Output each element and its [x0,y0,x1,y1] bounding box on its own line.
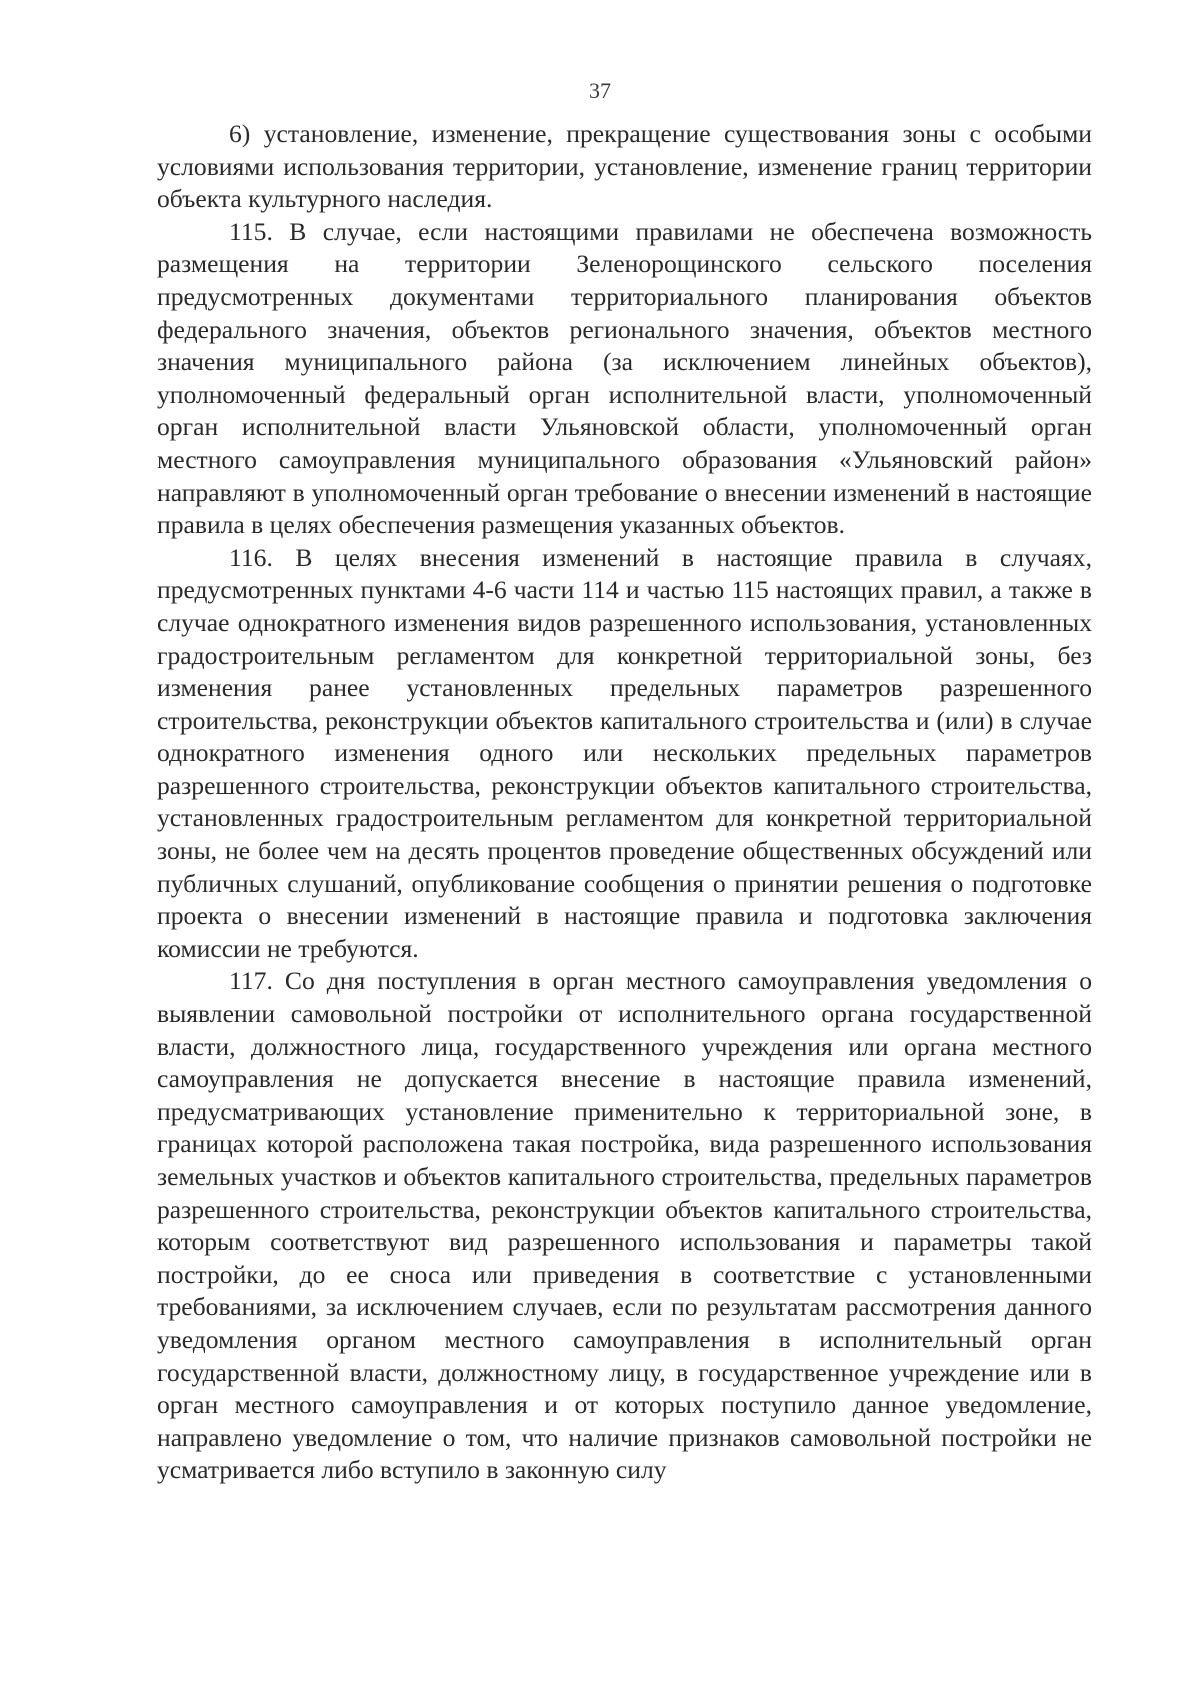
page-number: 37 [589,78,611,103]
paragraph-item-6: 6) установление, изменение, прекращение существования зоны с особыми условиями использования территории, установление, изменение границ территории объекта культурного наследия. [157,119,1092,214]
document-body [157,118,1092,1487]
paragraph-117: 117. Со дня поступления в орган местного самоуправления уведомления о выявлении самовольной постройки от исполнительного органа государственной власти, должностного лица, государственного учреждения или органа местного самоуправления не допускается внесение в настоящие правила изменений, предусматривающих установление применительно к территориальной зоне, в границах которой расположена такая постройка, вида разрешенного использования земельных участков и объектов капитального строительства, предельных параметров разрешенного строительства, реконструкции объектов капитального строительства, которым соответствуют вид разрешенного использования и параметры такой постройки, до ее сноса или приведения в соответствие с установленными требованиями, за исключением случаев, если по результатам рассмотрения данного уведомления органом местного самоуправления в исполнительный орган государственной власти, должностному лицу, в государственное учреждение или в орган местного самоуправления и от которых поступило данное уведомление, направлено уведомление о том, что наличие признаков самовольной постройки не усматривается либо вступило в законную силу [157,966,1092,1485]
paragraph-115: 115. В случае, если настоящими правилами не обеспечена возможность размещения на территории Зеленорощинского сельского поселения предусмотренных документами территориального планирования объектов федерального значения, объектов регионального значения, объектов местного значения муниципального района (за исключением линейных объектов), уполномоченный федеральный орган исполнительной власти, уполномоченный орган исполнительной власти Ульяновской области, уполномоченный орган местного самоуправления муниципального образования «Ульяновский район» направляют в уполномоченный орган требование о внесении изменений в настоящие правила в целях обеспечения размещения указанных объектов. [157,216,1092,540]
paragraph-116: 116. В целях внесения изменений в настоящие правила в случаях, предусмотренных пунктами 4-6 части 114 и частью 115 настоящих правил, а также в случае однократного изменения видов разрешенного использования, установленных градостроительным регламентом для конкретной территориальной зоны, без изменения ранее установленных предельных параметров разрешенного строительства, реконструкции объектов капитального строительства и (или) в случае однократного изменения одного или нескольких предельных параметров разрешенного строительства, реконструкции объектов капитального строительства, установленных градостроительным регламентом для конкретной территориальной зоны, не более чем на десять процентов проведение общественных обсуждений или публичных слушаний, опубликование сообщения о принятии решения о подготовке проекта о внесении изменений в настоящие правила и подготовка заключения комиссии не требуются. [157,542,1092,963]
